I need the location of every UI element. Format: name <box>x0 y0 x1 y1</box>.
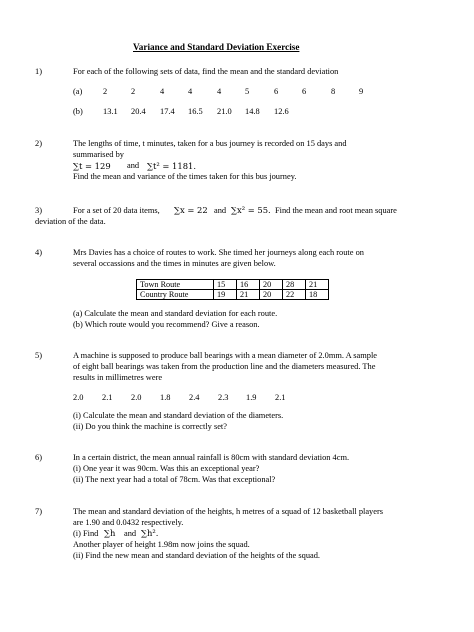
q1-b-value: 13.1 <box>103 107 118 116</box>
q1-text: For each of the following sets of data, find the mean and the standard deviation <box>73 67 339 76</box>
q1-b-value: 20.4 <box>131 107 146 116</box>
q1-a-value: 4 <box>160 87 165 96</box>
table-row <box>137 280 329 290</box>
table-cell: 28 <box>283 280 306 290</box>
q5-value: 2.1 <box>102 393 113 402</box>
q7-part-i-prefix: (i) Find <box>73 529 99 538</box>
q7-sum-h: ∑h <box>104 528 116 538</box>
row-label: Town Route <box>137 280 214 290</box>
q5-part-ii: (ii) Do you think the machine is correctly set? <box>73 422 227 431</box>
q5-value: 2.4 <box>189 393 200 402</box>
q7-sum-h-squared: ∑h². <box>141 528 159 538</box>
q1-a-value: 9 <box>359 87 364 96</box>
q1-b-value: 21.0 <box>217 107 232 116</box>
q5-line3: results in millimetres were <box>73 373 163 382</box>
q7-line4: Another player of height 1.98m now joins the squad. <box>73 540 250 549</box>
q1-b-value: 17.4 <box>160 107 175 116</box>
q1-a-label: (a) <box>73 87 83 96</box>
q5-value: 2.3 <box>218 393 229 402</box>
q2-line2: summarised by <box>73 150 124 159</box>
table-cell: 16 <box>237 280 260 290</box>
q6-part-ii: (ii) The next year had a total of 78cm. Was that exceptional? <box>73 475 276 484</box>
q3-pre: For a set of 20 data items, <box>73 206 160 215</box>
q3-line2: deviation of the data. <box>35 217 106 226</box>
q1-a-value: 6 <box>274 87 279 96</box>
q3-number: 3) <box>35 206 42 215</box>
q1-b-value: 14.8 <box>245 107 260 116</box>
q4-number: 4) <box>35 248 42 257</box>
table-row <box>137 290 329 300</box>
q5-value: 2.0 <box>73 393 84 402</box>
page-title: Variance and Standard Deviation Exercise <box>133 42 300 52</box>
q1-a-value: 8 <box>331 87 336 96</box>
q5-value: 2.1 <box>275 393 286 402</box>
table-cell: 20 <box>260 280 283 290</box>
q2-sum-t: ∑t = 129 <box>73 161 111 171</box>
q4-part-b: (b) Which route would you recommend? Give a reason. <box>73 320 260 329</box>
table-cell: 22 <box>283 290 306 300</box>
routes-table <box>136 279 329 300</box>
q6-part-i: (i) One year it was 90cm. Was this an exceptional year? <box>73 464 260 473</box>
q1-b-value: 16.5 <box>188 107 203 116</box>
q5-number: 5) <box>35 351 42 360</box>
table-cell: 21 <box>237 290 260 300</box>
row-label: Country Route <box>137 290 214 300</box>
table-cell: 19 <box>214 290 237 300</box>
table-cell: 21 <box>306 280 329 290</box>
q5-value: 1.9 <box>246 393 257 402</box>
q5-line2: of eight ball bearings was taken from the production line and the diameters measured. The <box>73 362 376 371</box>
q1-a-value: 4 <box>188 87 193 96</box>
q1-a-value: 5 <box>245 87 250 96</box>
q1-a-value: 4 <box>217 87 222 96</box>
q1-a-value: 6 <box>302 87 307 96</box>
q4-line2: several occassions and the times in minutes are given below. <box>73 259 276 268</box>
q5-part-i: (i) Calculate the mean and standard deviation of the diameters. <box>73 411 284 420</box>
q3-sum-x-squared: ∑x² = 55. <box>231 205 271 215</box>
q1-a-value: 2 <box>131 87 136 96</box>
q4-part-a: (a) Calculate the mean and standard deviation for each route. <box>73 309 278 318</box>
table-cell: 20 <box>260 290 283 300</box>
q6-line1: In a certain district, the mean annual rainfall is 80cm with standard deviation 4cm. <box>73 453 350 462</box>
q1-number: 1) <box>35 67 42 76</box>
q5-value: 1.8 <box>160 393 171 402</box>
q6-number: 6) <box>35 453 42 462</box>
q5-value: 2.0 <box>131 393 142 402</box>
q7-and: and <box>124 529 137 538</box>
q7-line2: are 1.90 and 0.0432 respectively. <box>73 518 184 527</box>
table-cell: 15 <box>214 280 237 290</box>
q7-line1: The mean and standard deviation of the heights, h metres of a squad of 12 basketball players <box>73 507 384 516</box>
q3-post: Find the mean and root mean square <box>275 206 397 215</box>
q2-and: and <box>127 161 140 170</box>
q1-a-value: 2 <box>103 87 108 96</box>
q3-and: and <box>214 206 227 215</box>
q2-sum-t-squared: ∑t² = 1181. <box>147 161 197 171</box>
q2-number: 2) <box>35 139 42 148</box>
q1-b-value: 12.6 <box>274 107 289 116</box>
q7-number: 7) <box>35 507 42 516</box>
q7-part-ii: (ii) Find the new mean and standard deviation of the heights of the squad. <box>73 551 321 560</box>
q2-line1: The lengths of time, t minutes, taken for a bus journey is recorded on 15 days and <box>73 139 347 148</box>
table-cell: 18 <box>306 290 329 300</box>
q3-sum-x: ∑x = 22 <box>174 205 208 215</box>
q5-line1: A machine is supposed to produce ball bearings with a mean diameter of 2.0mm. A sample <box>73 351 377 360</box>
q2-line4: Find the mean and variance of the times taken for this bus journey. <box>73 172 297 181</box>
q4-line1: Mrs Davies has a choice of routes to work. She timed her journeys along each route on <box>73 248 364 257</box>
q1-b-label: (b) <box>73 107 83 116</box>
